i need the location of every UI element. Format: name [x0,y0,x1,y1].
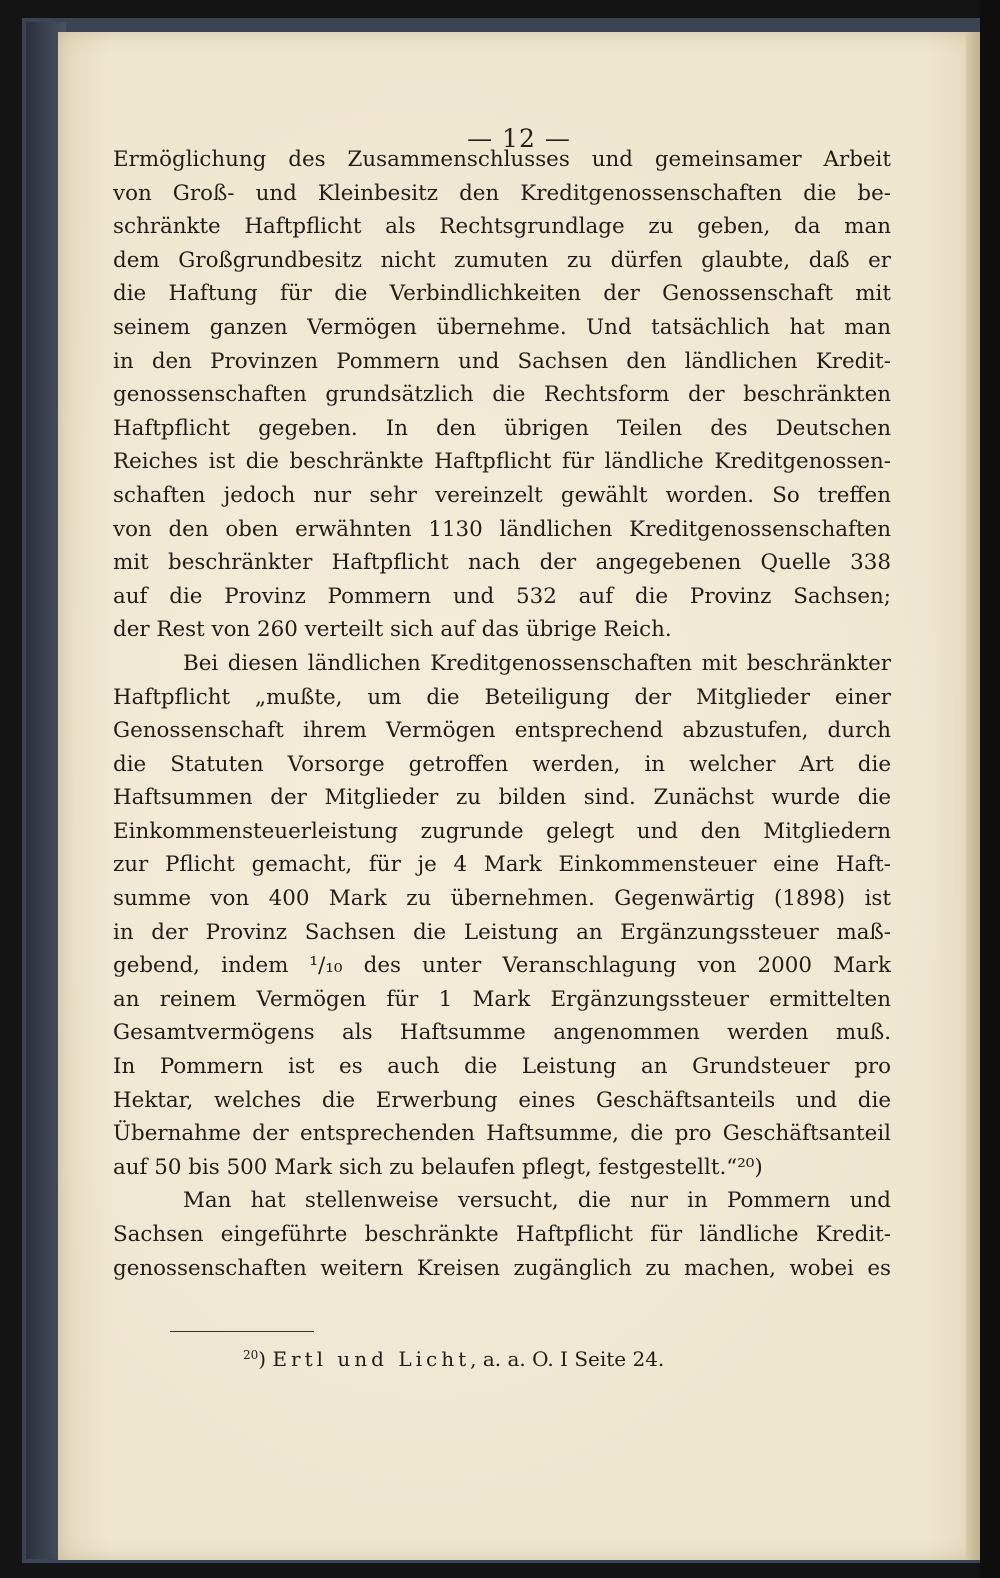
text-line: auf die Provinz Pommern und 532 auf die Provinz Sachsen; [113,583,891,609]
text-line: Bei diesen ländlichen Kreditgenossenschaften mit beschränkter [183,650,891,676]
footnote-mark: 20 [243,1348,259,1362]
text-line: dem Großgrundbesitz nicht zumuten zu dürfen glaubte, daß er [113,247,891,273]
footnote-reference: , a. a. O. I Seite 24. [470,1347,665,1371]
text-line: die Statuten Vorsorge getroffen werden, in welcher Art die [113,751,891,777]
text-line: die Haftung für die Verbindlichkeiten der Genossenschaft mit [113,281,891,307]
page-number: — 12 — [467,124,571,153]
footnote: $^{20}$) Ertl und Licht, a. a. O. I Seite 24. [243,1347,665,1371]
text-line: mit beschränkter Haftpflicht nach der angegebenen Quelle 338 [113,550,891,576]
text-line: Einkommensteuerleistung zugrunde gelegt und den Mitgliedern [113,818,891,844]
text-line: Genossenschaft ihrem Vermögen entsprechend abzustufen, durch [113,718,891,744]
text-line: von Groß- und Kleinbesitz den Kreditgenossenschaften die be- [113,180,891,206]
text-line: Haftpflicht gegeben. In den übrigen Teilen des Deutschen [113,415,891,441]
text-line: Hektar, welches die Erwerbung eines Geschäftsanteils und die [113,1087,891,1113]
text-line: zur Pflicht gemacht, für je 4 Mark Einkommensteuer eine Haft- [113,852,891,878]
text-line: Übernahme der entsprechenden Haftsumme, die pro Geschäftsanteil [113,1121,891,1147]
text-line: schränkte Haftpflicht als Rechtsgrundlage zu geben, da man [113,214,891,240]
text-line: In Pommern ist es auch die Leistung an Grundsteuer pro [113,1054,891,1080]
page-edge [966,32,980,1560]
text-line: Sachsen eingeführte beschränkte Haftpflicht für ländliche Kredit- [113,1222,891,1247]
text-line: Reiches ist die beschränkte Haftpflicht für ländliche Kreditgenossen- [113,449,891,475]
body-text [113,143,891,1285]
text-line: genossenschaften weitern Kreisen zugänglich zu machen, wobei es [113,1255,891,1281]
text-line: in den Provinzen Pommern und Sachsen den ländlichen Kredit- [113,348,891,374]
text-line: auf 50 bis 500 Mark sich zu belaufen pflegt, festgestellt.“²⁰) [113,1154,763,1180]
footnote-rule [170,1331,314,1332]
text-line: von den oben erwähnten 1130 ländlichen Kreditgenossenschaften [113,516,891,542]
text-line: seinem ganzen Vermögen übernehme. Und tatsächlich hat man [113,314,891,340]
text-line: gebend, indem ¹/₁₀ des unter Veranschlagung von 2000 Mark [113,953,891,979]
text-line: Haftsummen der Mitglieder zu bilden sind. Zunächst wurde die [113,785,891,811]
text-line: Man hat stellenweise versucht, die nur in Pommern und [183,1188,891,1214]
text-line: Ermöglichung des Zusammenschlusses und gemeinsamer Arbeit [113,147,891,172]
text-line: Gesamtvermögens als Haftsumme angenommen werden muß. [113,1020,891,1046]
scan-edge [980,0,1000,1578]
text-line: in der Provinz Sachsen die Leistung an Ergänzungssteuer maß- [113,919,891,945]
text-line: summe von 400 Mark zu übernehmen. Gegenwärtig (1898) ist [113,886,891,912]
text-line: Haftpflicht „mußte, um die Beteiligung der Mitglieder einer [113,684,891,710]
text-line: genossenschaften grundsätzlich die Rechtsform der beschränkten [113,382,891,408]
text-line: schaften jedoch nur sehr vereinzelt gewählt worden. So treffen [113,482,891,508]
footnote-authors: Ertl und Licht [272,1347,471,1371]
text-line: der Rest von 260 verteilt sich auf das übrige Reich. [113,617,672,643]
text-line: an reinem Vermögen für 1 Mark Ergänzungssteuer ermittelten [113,986,891,1012]
